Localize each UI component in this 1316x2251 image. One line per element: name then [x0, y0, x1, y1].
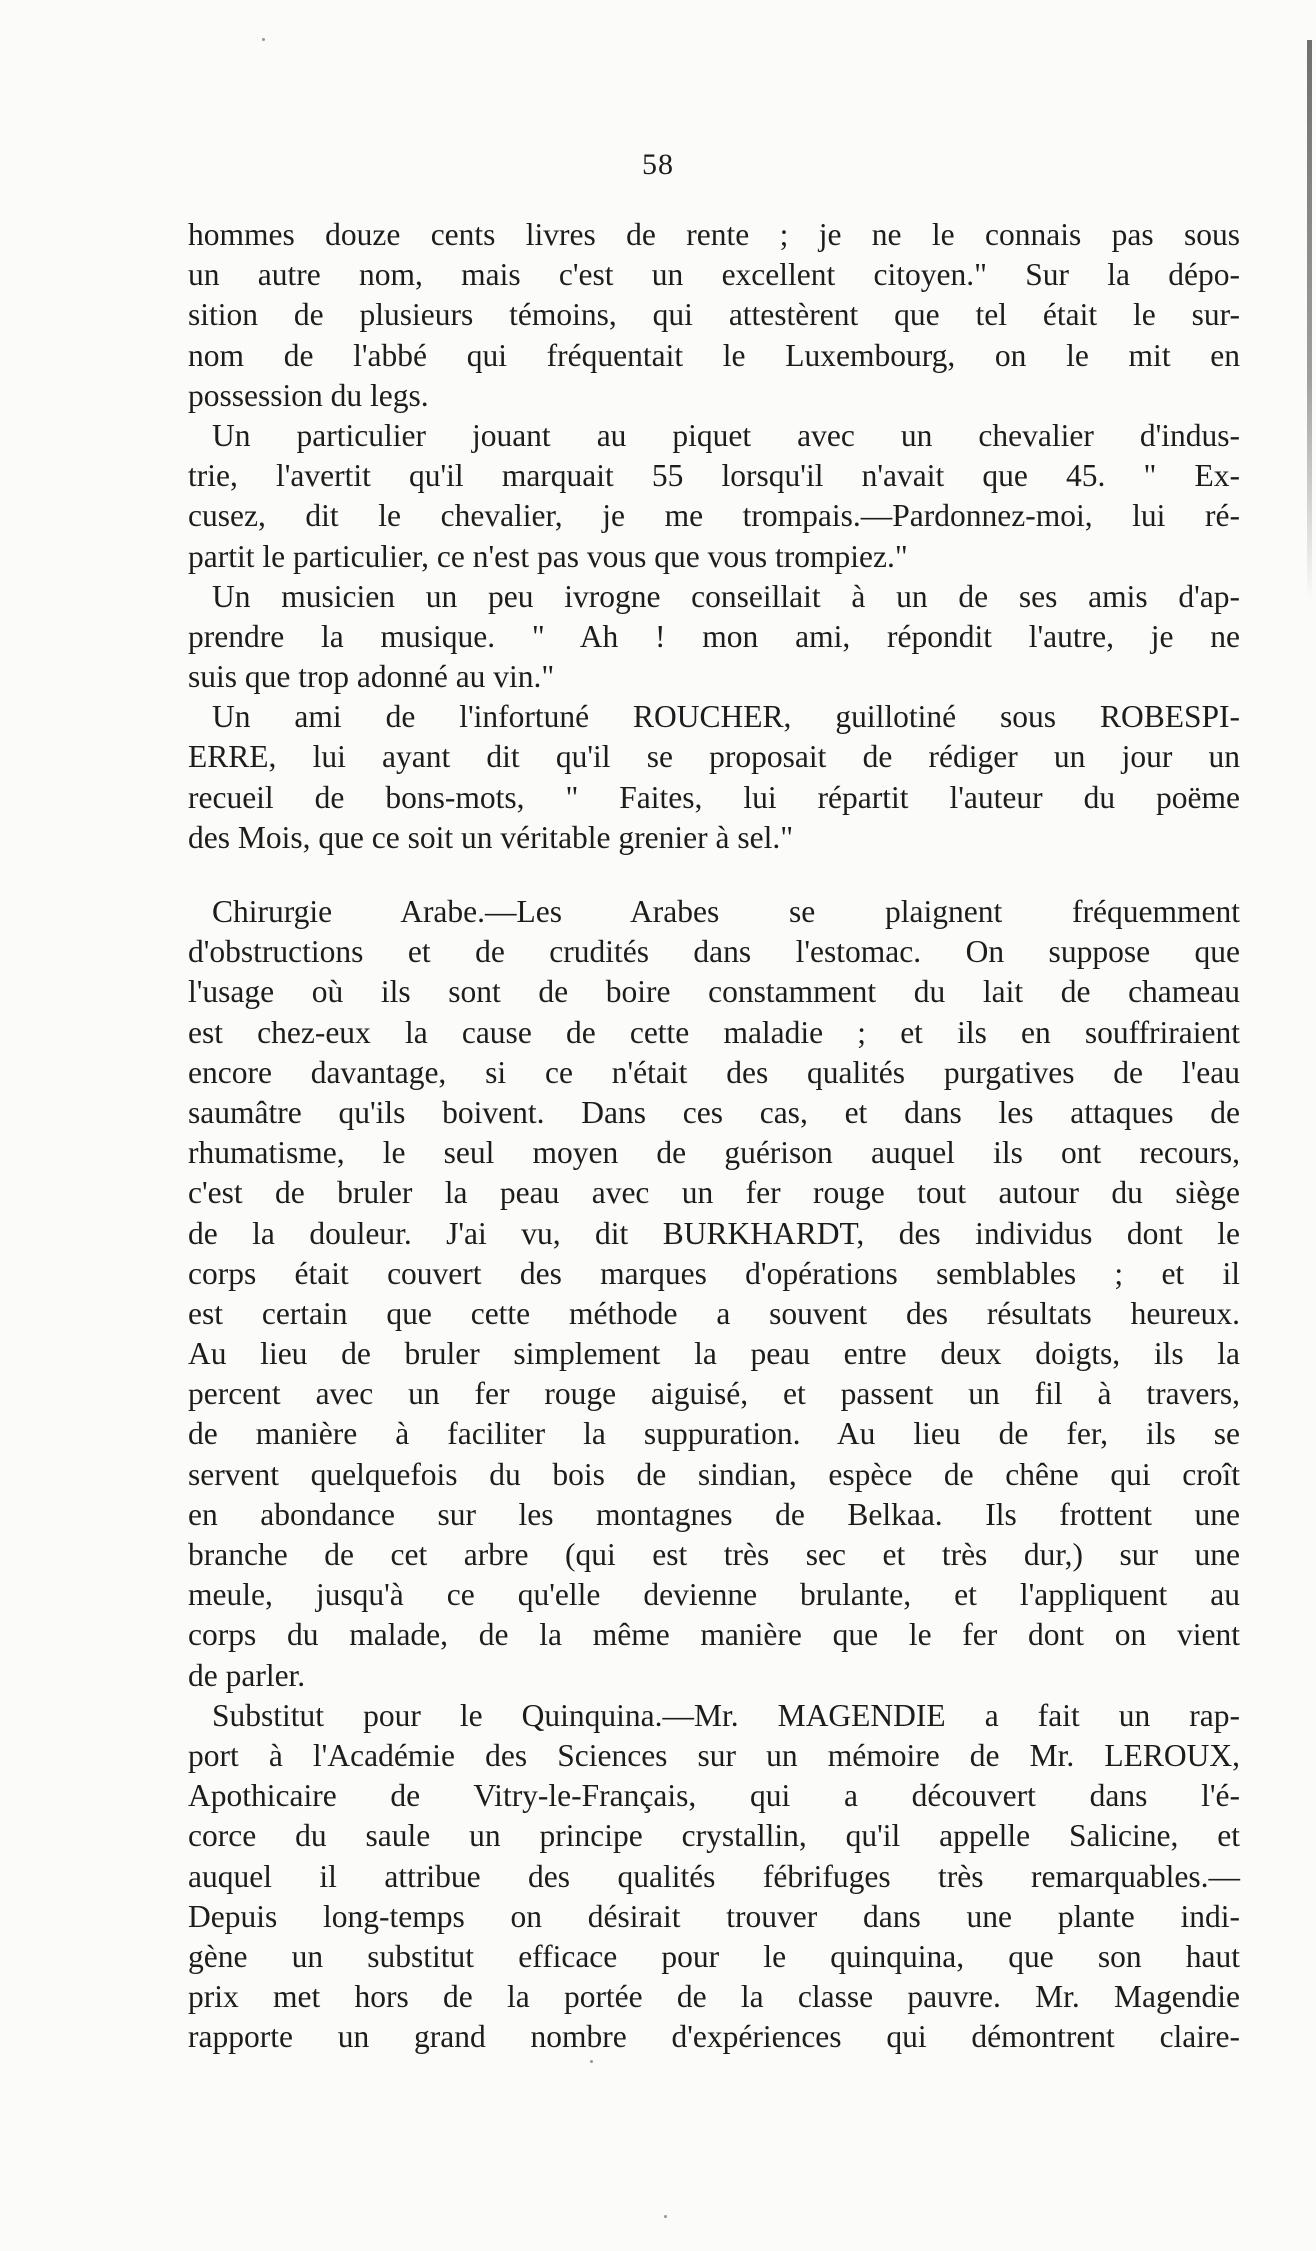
text-line: port à l'Académie des Sciences sur un mémoire de Mr. LEROUX, [188, 1737, 1240, 1773]
text-line: auquel il attribue des qualités fébrifuges très remarquables.— [188, 1858, 1240, 1894]
text-line: nom de l'abbé qui fréquentait le Luxembourg, on le mit en [188, 337, 1240, 373]
text-line: Depuis long-temps on désirait trouver dans une plante indi- [188, 1898, 1240, 1934]
text-line: Chirurgie Arabe.—Les Arabes se plaignent fréquemment [212, 894, 1240, 929]
text-line: suis que trop adonné au vin." [188, 659, 555, 695]
paper-speck [262, 38, 265, 41]
text-line: gène un substitut efficace pour le quinquina, que son haut [188, 1938, 1240, 1974]
text-line: hommes douze cents livres de rente ; je ne le connais pas sous [188, 217, 1240, 252]
text-line: partit le particulier, ce n'est pas vous que vous trompiez." [188, 538, 908, 574]
text-line: sition de plusieurs témoins, qui attestèrent que tel était le sur- [188, 297, 1240, 333]
text-line: corps du malade, de la même manière que le fer dont on vient [188, 1617, 1240, 1653]
text-line: de parler. [188, 1657, 306, 1693]
text-line: corps était couvert des marques d'opérations semblables ; et il [188, 1255, 1240, 1291]
text-line: ERRE, lui ayant dit qu'il se proposait de rédiger un jour un [188, 739, 1240, 775]
text-line: Apothicaire de Vitry-le-Français, qui a découvert dans l'é- [188, 1778, 1240, 1814]
text-line: des Mois, que ce soit un véritable grenier à sel." [188, 819, 794, 855]
text-line: est chez-eux la cause de cette maladie ; et ils en souffriraient [188, 1014, 1240, 1050]
text-line: rhumatisme, le seul moyen de guérison auquel ils ont recours, [188, 1135, 1240, 1171]
text-line: Un musicien un peu ivrogne conseillait à un de ses amis d'ap- [212, 578, 1240, 614]
text-line: corce du saule un principe crystallin, qu'il appelle Salicine, et [188, 1818, 1240, 1854]
text-line: en abondance sur les montagnes de Belkaa. Ils frottent une [188, 1496, 1240, 1532]
text-line: prix met hors de la portée de la classe pauvre. Mr. Magendie [188, 1979, 1240, 2015]
text-line: l'usage où ils sont de boire constamment du lait de chameau [188, 974, 1240, 1010]
text-line: d'obstructions et de crudités dans l'estomac. On suppose que [188, 934, 1240, 970]
text-line: c'est de bruler la peau avec un fer rouge tout autour du siège [188, 1175, 1240, 1211]
text-line: recueil de bons-mots, " Faites, lui répartit l'auteur du poëme [188, 779, 1240, 815]
text-line: est certain que cette méthode a souvent des résultats heureux. [188, 1295, 1240, 1331]
text-line: rapporte un grand nombre d'expériences qui démontrent claire- [188, 2019, 1240, 2055]
text-line: cusez, dit le chevalier, je me trompais.—Pardonnez-moi, lui ré- [188, 498, 1240, 534]
text-line: saumâtre qu'ils boivent. Dans ces cas, et dans les attaques de [188, 1094, 1240, 1130]
paper-speck [590, 2060, 593, 2063]
text-line: encore davantage, si ce n'était des qualités purgatives de l'eau [188, 1054, 1240, 1090]
text-line: Un ami de l'infortuné ROUCHER, guillotiné sous ROBESPI- [212, 699, 1240, 735]
text-line: servent quelquefois du bois de sindian, espèce de chêne qui croît [188, 1456, 1240, 1492]
text-line: un autre nom, mais c'est un excellent citoyen." Sur la dépo- [188, 257, 1240, 293]
text-line: meule, jusqu'à ce qu'elle devienne brulante, et l'appliquent au [188, 1577, 1240, 1613]
page-number: 58 [642, 148, 674, 181]
text-line: possession du legs. [188, 377, 429, 413]
text-line: Substitut pour le Quinquina.—Mr. MAGENDIE a fait un rap- [212, 1697, 1240, 1733]
paper-speck [664, 2215, 667, 2218]
text-line: prendre la musique. " Ah ! mon ami, répondit l'autre, je ne [188, 618, 1240, 654]
page-body [188, 215, 1240, 2057]
text-line: Un particulier jouant au piquet avec un chevalier d'indus- [212, 417, 1240, 453]
text-line: Au lieu de bruler simplement la peau entre deux doigts, ils la [188, 1336, 1240, 1372]
text-line: percent avec un fer rouge aiguisé, et passent un fil à travers, [188, 1376, 1240, 1412]
text-line: de la douleur. J'ai vu, dit BURKHARDT, des individus dont le [188, 1215, 1240, 1251]
text-line: branche de cet arbre (qui est très sec et très dur,) sur une [188, 1537, 1240, 1572]
page-edge-shadow [1307, 40, 1312, 600]
text-line: trie, l'avertit qu'il marquait 55 lorsqu'il n'avait que 45. " Ex- [188, 458, 1240, 494]
text-line: de manière à faciliter la suppuration. Au lieu de fer, ils se [188, 1416, 1240, 1452]
